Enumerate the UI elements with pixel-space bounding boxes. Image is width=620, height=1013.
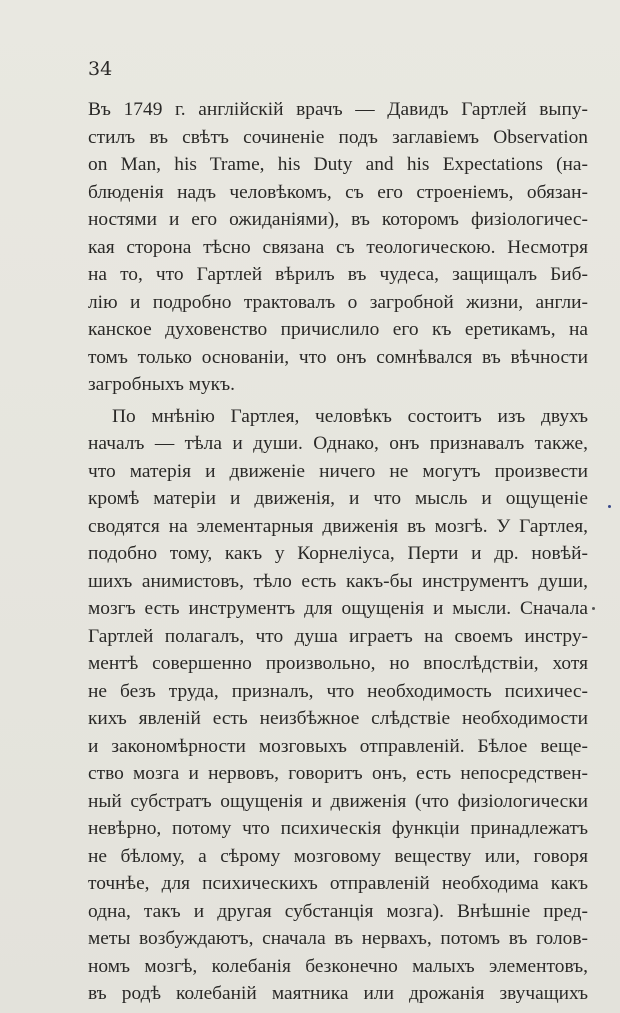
text-line: канское духовенство причислило его къ еретикамъ, на: [88, 319, 588, 340]
text-line: ство мозга и нервовъ, говоритъ онъ, есть непосредствен-: [88, 763, 588, 784]
text-line: подобно тому, какъ у Корнеліуса, Перти и др. новѣй-: [88, 543, 588, 564]
text-line: въ родѣ колебаній маятника или дрожанія звучащихъ: [88, 983, 588, 1004]
text-line: кая сторона тѣсно связана съ теологическою. Несмотря: [88, 236, 588, 258]
text-line: стилъ въ свѣтъ сочиненіе подъ заглавіемъ Observation: [88, 126, 588, 148]
text-line: что матерія и движеніе ничего не могутъ произвести: [88, 460, 588, 482]
text-line: одна, такъ и другая субстанція мозга). Внѣшніе пред-: [88, 900, 588, 922]
page-number: 34: [88, 58, 113, 80]
paragraph-2: [88, 403, 588, 1008]
text-line: сводятся на элементарныя движенія въ мозгѣ. У Гартлея,: [88, 515, 588, 537]
text-line: ментѣ совершенно произвольно, но впослѣдствіи, хотя: [88, 653, 588, 674]
text-line: блюденія надъ человѣкомъ, съ его строеніемъ, обязан-: [88, 181, 588, 203]
text-line: on Man, his Trame, his Duty and his Expectations (на-: [88, 154, 588, 175]
text-line: меты возбуждаютъ, сначала въ нервахъ, потомъ въ голов-: [88, 928, 588, 949]
text-line: на то, что Гартлей вѣрилъ въ чудеса, защищалъ Биб-: [88, 264, 588, 285]
ink-speck: [592, 607, 595, 610]
ink-speck: [608, 505, 611, 508]
text-line: загробныхъ мукъ.: [88, 374, 235, 395]
text-line: кромѣ матеріи и движенія, и что мысль и ощущеніе: [88, 488, 588, 509]
text-line: ный субстратъ ощущенія и движенія (что физіологически: [88, 790, 588, 812]
text-line: не безъ труда, призналъ, что необходимость психичес-: [88, 680, 588, 702]
text-line: точнѣе, для психическихъ отправленій необходима какъ: [88, 873, 588, 894]
text-line: и закономѣрности мозговыхъ отправленій. Бѣлое веще-: [88, 735, 588, 757]
text-line: началъ — тѣла и души. Однако, онъ признавалъ также,: [88, 433, 588, 454]
text-line: Въ 1749 г. англійскій врачъ — Давидъ Гартлей выпу-: [88, 99, 588, 120]
text-line: По мнѣнію Гартлея, человѣкъ состоитъ изъ двухъ: [112, 405, 588, 427]
text-line: ностями и его ожиданіями), въ которомъ физіологичес-: [88, 209, 588, 230]
text-line: лію и подробно трактовалъ о загробной жизни, англи-: [88, 291, 588, 313]
text-line: шихъ анимистовъ, тѣло есть какъ-бы инструментъ души,: [88, 570, 588, 592]
text-line: невѣрно, потому что психическія функціи принадлежатъ: [88, 818, 588, 839]
body-text: [88, 96, 588, 1008]
text-line: томъ только основаніи, что онъ сомнѣвался въ вѣчности: [88, 346, 588, 368]
text-line: мозгъ есть инструментъ для ощущенія и мысли. Сначала: [88, 598, 588, 619]
text-line: номъ мозгѣ, колебанія безконечно малыхъ элементовъ,: [88, 955, 588, 977]
text-line: Гартлей полагалъ, что душа играетъ на своемъ инстру-: [88, 625, 588, 647]
paragraph-1: [88, 96, 588, 399]
text-line: не бѣлому, а сѣрому мозговому веществу или, говоря: [88, 845, 588, 867]
text-line: кихъ явленій есть неизбѣжное слѣдствіе необходимости: [88, 708, 588, 729]
